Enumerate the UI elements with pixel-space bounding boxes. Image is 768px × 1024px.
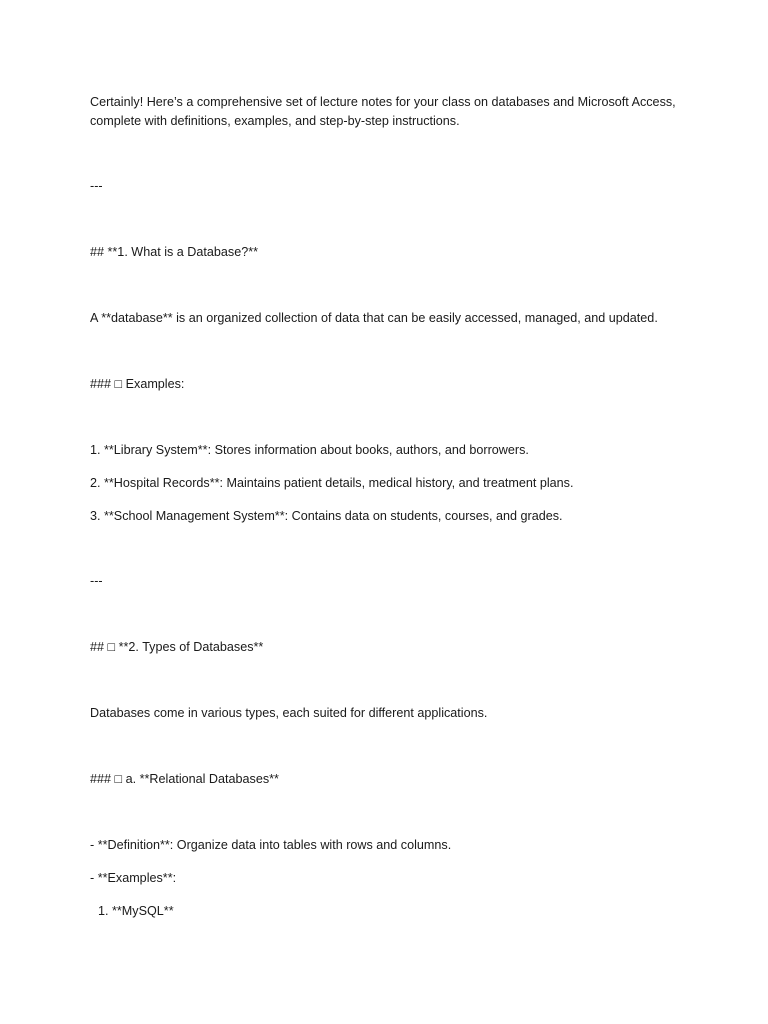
relational-examples-label: - **Examples**:: [90, 871, 177, 885]
heading-what-is-database: ## **1. What is a Database?**: [90, 245, 259, 259]
example-item-1: 1. **Library System**: Stores information about books, authors, and borrowers.: [90, 443, 529, 457]
separator-1: ---: [90, 179, 103, 193]
examples-heading: ### □ Examples:: [90, 377, 185, 391]
types-intro: Databases come in various types, each suited for different applications.: [90, 706, 488, 720]
heading-types-of-databases: ## □ **2. Types of Databases**: [90, 640, 264, 654]
example-item-3: 3. **School Management System**: Contains data on students, courses, and grades.: [90, 509, 563, 523]
relational-example-item-1: 1. **MySQL**: [98, 904, 174, 918]
example-item-2: 2. **Hospital Records**: Maintains patient details, medical history, and treatment plans.: [90, 476, 574, 490]
relational-definition: - **Definition**: Organize data into tables with rows and columns.: [90, 838, 452, 852]
intro-line-1: Certainly! Here’s a comprehensive set of lecture notes for your class on databases and Microsoft Access,: [90, 95, 676, 109]
heading-relational-databases: ### □ a. **Relational Databases**: [90, 772, 279, 786]
intro-line-2: complete with definitions, examples, and step-by-step instructions.: [90, 114, 460, 128]
separator-2: ---: [90, 574, 103, 588]
database-definition: A **database** is an organized collection of data that can be easily accessed, managed, and updated.: [90, 311, 658, 325]
